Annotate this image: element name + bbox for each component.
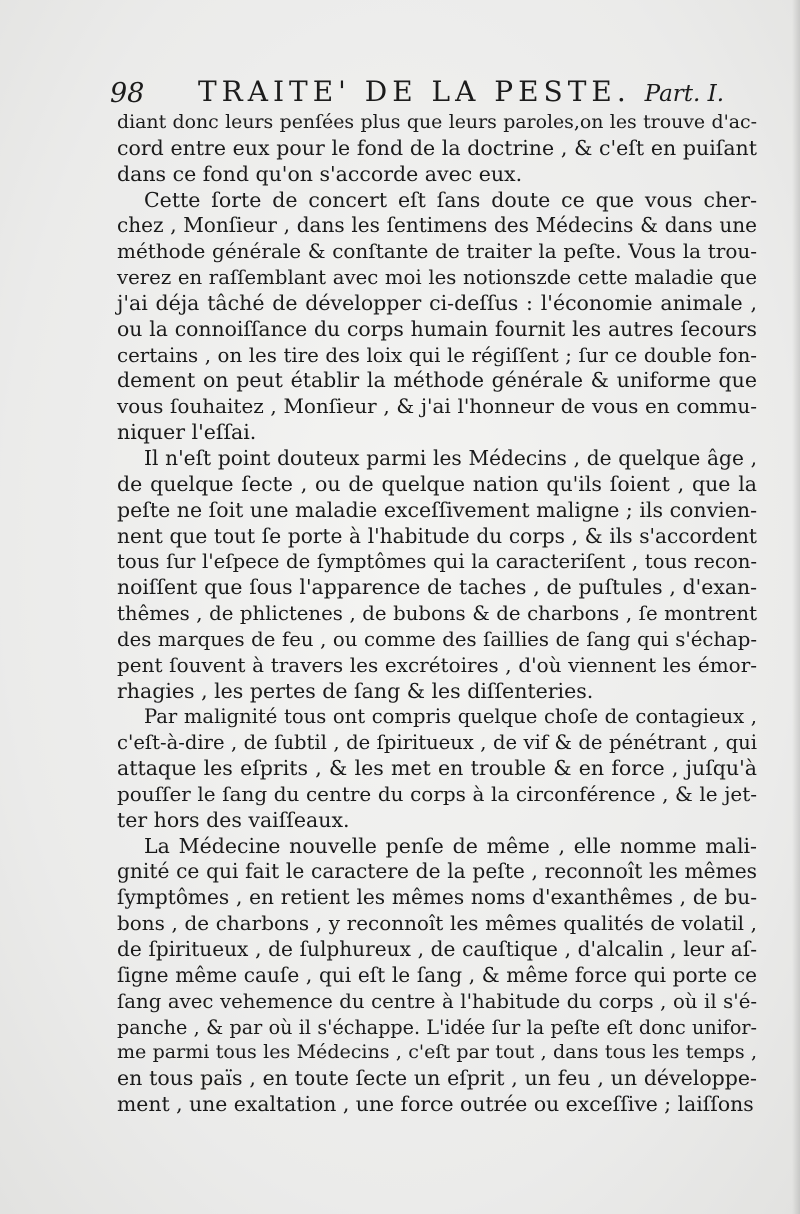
text-line: en tous païs , en toute ſecte un eſprit , un feu , un développe- — [117, 1066, 757, 1091]
text-line: Par malignité tous ont compris quelque choſe de contagieux , — [144, 705, 757, 729]
text-line: peſte ne ſoit une maladie exceſſivement maligne ; ils convien- — [117, 497, 757, 522]
text-line: pent ſouvent à travers les excrétoires , d'où viennent les émor- — [117, 652, 757, 677]
text-line: rhagies , les pertes de ſang & les diſſenteries. — [117, 678, 594, 703]
text-line: noiſſent que ſous l'apparence de taches , de puſtules , d'exan- — [117, 575, 757, 600]
text-line: vous ſouhaitez , Monſieur , & j'ai l'honneur de vous en commu- — [117, 394, 757, 419]
text-line: panche , & par où il s'échappe. L'idée ſur la peſte eſt donc unifor- — [117, 1015, 757, 1039]
text-line: de ſpiritueux , de ſulphureux , de cauſtique , d'alcalin , leur aſ- — [117, 937, 757, 961]
text-line: dans ce fond qu'on s'accorde avec eux. — [117, 161, 523, 186]
paragraph — [117, 834, 757, 1118]
text-line: verez en raſſemblant avec moi les notionszde cette maladie que — [117, 266, 757, 290]
paragraph — [117, 188, 757, 446]
page-edge-shadow — [792, 0, 800, 1214]
running-title — [198, 75, 724, 108]
text-line: me parmi tous les Médecins , c'eſt par tout , dans tous les temps , — [117, 1041, 757, 1064]
text-line: méthode générale & conſtante de traiter la peſte. Vous la trou- — [117, 239, 757, 264]
text-line: ter hors des vaiſſeaux. — [117, 807, 350, 832]
text-line: thêmes , de phlictenes , de bubons & de charbons , ſe montrent — [117, 602, 757, 626]
paragraph — [117, 110, 757, 188]
page-number: 98 — [110, 78, 145, 109]
text-line: gnité ce qui fait le caractere de la peſte , reconnoît les mêmes — [117, 859, 757, 884]
text-line: j'ai déja tâché de développer ci-deſſus : l'économie animale , — [117, 290, 757, 315]
text-line: ſigne même cauſe , qui eſt le ſang , & même force qui porte ce — [117, 962, 757, 987]
body-text — [117, 110, 757, 1118]
text-line: ſang avec vehemence du centre à l'habitude du corps , où il s'é- — [117, 989, 757, 1013]
text-line: Il n'eſt point douteux parmi les Médecins , de quelque âge , — [144, 445, 757, 470]
running-title-part: Part. I. — [644, 81, 725, 107]
paragraph — [117, 446, 757, 704]
text-line: bons , de charbons , y reconnoît les mêmes qualités de volatil , — [117, 911, 757, 936]
text-line: de quelque ſecte , ou de quelque nation qu'ils ſoient , que la — [117, 471, 757, 496]
text-line: des marques de feu , ou comme des ſaillies de ſang qui s'échap- — [117, 627, 757, 651]
page-header — [110, 72, 725, 112]
text-line: certains , on les tire des loix qui le régiſſent ; ſur ce double fon- — [117, 343, 757, 367]
text-line: cord entre eux pour le fond de la doctrine , & c'eſt en puiſant — [117, 135, 757, 160]
text-line: tous ſur l'eſpece de ſymptômes qui la caracteriſent , tous recon- — [117, 550, 757, 574]
text-line: dement on peut établir la méthode générale & uniforme que — [117, 368, 757, 393]
text-line: chez , Monſieur , dans les ſentimens des Médecins & dans une — [117, 213, 757, 238]
text-line: Cette ſorte de concert eſt ſans doute ce que vous cher- — [144, 187, 757, 212]
text-line: diant donc leurs penſées plus que leurs paroles,on les trouve d'ac- — [117, 111, 757, 133]
text-line: ment , une exaltation , une force outrée ou exceſſive ; laiſſons — [117, 1092, 754, 1117]
text-line: nent que tout ſe porte à l'habitude du corps , & ils s'accordent — [117, 523, 757, 548]
paragraph — [117, 704, 757, 833]
text-line: ſymptômes , en retient les mêmes noms d'exanthêmes , de bu- — [117, 885, 757, 910]
text-line: La Médecine nouvelle penſe de même , elle nomme mali- — [144, 833, 757, 858]
text-line: pouſſer le ſang du centre du corps à la circonférence , & le jet- — [117, 781, 757, 806]
text-line: c'eſt-à-dire , de ſubtil , de ſpiritueux , de vif & de pénétrant , qui — [117, 731, 757, 755]
text-line: niquer l'eſſai. — [117, 420, 257, 445]
text-line: attaque les eſprits , & les met en trouble & en force , juſqu'à — [117, 756, 757, 781]
running-title-text: TRAITE' DE LA PESTE. — [198, 75, 631, 108]
text-line: ou la connoiſſance du corps humain fournit les autres ſecours — [117, 316, 757, 341]
